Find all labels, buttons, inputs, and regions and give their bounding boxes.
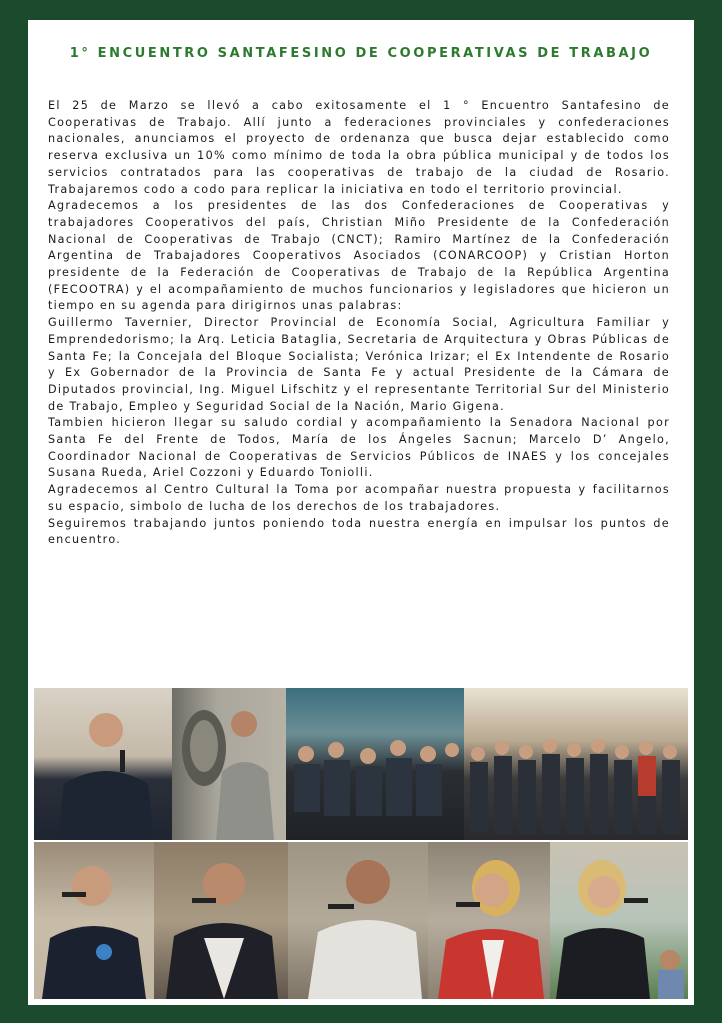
paragraph-officials: Guillermo Tavernier, Director Provincial de Economía Social, Agricultura Familiar y Emprendedorismo; la Arq. Leticia Bataglia, Secretaria de Arquitectura y Obras Públicas de Santa Fe; la Concejala del Bloque Socialista; Verónica Irizar; el Ex Intendente de Rosario y Ex Gobernador de la Provincia de Santa Fe y actual Presidente de la Cámara de Diputados provincial, Ing. Miguel Lifschitz y el representante Territorial Sur del Ministerio de Trabajo, Empleo y Seguridad Social de la Nación, Mario Gigena. — [48, 316, 670, 413]
speaker-figure — [34, 688, 172, 840]
photo-speaker-4 — [428, 842, 550, 999]
photo-speaker-5 — [550, 842, 688, 999]
mural-figure — [172, 688, 286, 840]
paragraph-closing: Seguiremos trabajando juntos poniendo toda nuestra energía en impulsar los puntos de encuentro. — [48, 516, 670, 547]
photo-collage — [34, 688, 688, 999]
paragraph-thanks-venue: Agradecemos al Centro Cultural la Toma por acompañar nuestra propuesta y facilitarnos su espacio, simbolo de lucha de los derechos de los trabajadores. — [48, 483, 670, 513]
speaker-1-figure — [34, 842, 154, 999]
photo-speaker-2 — [154, 842, 288, 999]
crowd-figures — [464, 688, 688, 840]
paragraph-greetings: Tambien hicieron llegar su saludo cordial y acompañamiento la Senadora Nacional por Santa Fe del Frente de Todos, María de los Ángeles Sacnun; Marcelo D’ Angelo, Coordinador Nacional de Cooperativas de Servicios Públicos de INAES y los concejales Susana Rueda, Ariel Cozzoni y Eduardo Toniolli. — [48, 416, 670, 480]
article-body — [48, 98, 670, 549]
photo-audience-seated — [286, 688, 464, 840]
document-page — [28, 20, 694, 1005]
audience-figures — [286, 688, 464, 840]
speaker-2-figure — [154, 842, 288, 999]
photo-speaker-3 — [288, 842, 428, 999]
speaker-3-figure — [288, 842, 428, 999]
photo-speaker-1 — [34, 842, 154, 999]
photo-audience-standing — [464, 688, 688, 840]
paragraph-intro: El 25 de Marzo se llevó a cabo exitosamente el 1 ° Encuentro Santafesino de Cooperativas de Trabajo. Allí junto a federaciones provinciales y confederaciones nacionales, anunciamos el proyecto de ordenanza que busca dejar establecido como reserva exclusiva un 10% como mínimo de toda la obra pública municipal y de todos los servicios contratados para las cooperativas de trabajo de la ciudad de Rosario. Trabajaremos codo a codo para replicar la iniciativa en todo el territorio provincial. — [48, 99, 670, 196]
paragraph-thanks-presidents: Agradecemos a los presidentes de las dos Confederaciones de Cooperativas y trabajadores Cooperativos del país, Christian Miño Presidente de la Confederación Nacional de Cooperativas de Trabajo (CNCT); Ramiro Martínez de la Confederación Argentina de Trabajadores Cooperativos Asociados (CONARCOOP) y Cristian Horton presidente de la Federación de Cooperativas de Trabajo de la República Argentina (FECOOTRA) y el acompañamiento de muchos funcionarios y legisladores que hicieron un tiempo en su agenda para dirigirnos unas palabras: — [48, 199, 670, 313]
page-title: 1° ENCUENTRO SANTAFESINO DE COOPERATIVAS DE TRABAJO — [69, 46, 653, 61]
speaker-4-figure — [428, 842, 550, 999]
photo-mural-speaker — [172, 688, 286, 840]
photo-speaker-microphone — [34, 688, 172, 840]
speaker-5-figure — [550, 842, 688, 999]
